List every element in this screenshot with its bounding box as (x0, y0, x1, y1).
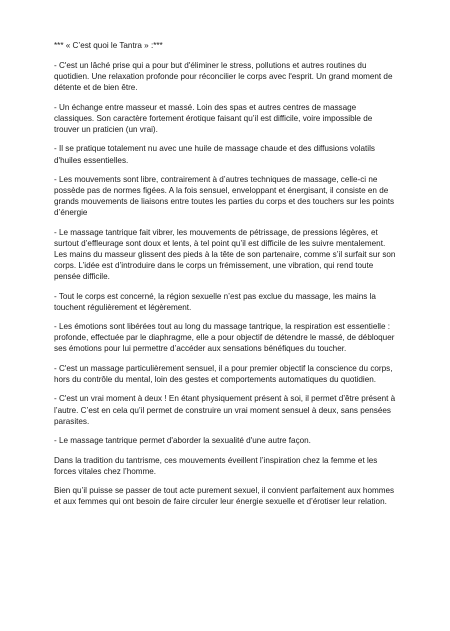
paragraph-tradition: Dans la tradition du tantrisme, ces mouvements éveillent l’inspiration chez la femme et les forces vitales chez l’homme. (54, 455, 378, 476)
paragraph-emotions: - Les émotions sont libérées tout au long du massage tantrique, la respiration est essentielle : profonde, effectuée par le diaphragme, elle a pour objectif de détendre le massé, de débloquer ses émotions pour lui permettre d’accéder aux sensations bénéfiques du toucher. (54, 322, 395, 354)
paragraph-corps-concerne: - Tout le corps est concerné, la région sexuelle n’est pas exclue du massage, les mains la touchent régulièrement et légèrement. (54, 291, 376, 312)
paragraph-moment-a-deux: - C'est un vrai moment à deux ! En étant physiquement présent à soi, il permet d’être présent à l’autre. C’est en cela qu’il permet de construire un vrai moment sensuel à deux, sans pensées parasites. (54, 394, 396, 426)
paragraph-mouvements-libres: - Les mouvements sont libre, contrairement à d’autres techniques de massage, celle-ci ne possède pas de normes figées. A la fois sensuel, enveloppant et énergisant, il consiste en de grands mouvements de liaisons entre toutes les parties du corps et des touchers sur les points d’énergie (54, 175, 395, 218)
document-page (54, 40, 398, 516)
paragraph-vibrer: - Le massage tantrique fait vibrer, les mouvements de pétrissage, de pressions légères, et surtout d’effleurage sont doux et lents, à tel point qu’il est difficile de les suivre mentalement. Les mains du masseur glissent des pieds à la tête de son partenaire, comme s’il surfait sur son corps. L’idée est d’introduire dans le corps un frémissement, une vibration, qui rend toute pensée difficile. (54, 227, 396, 282)
document-title: *** « C’est quoi le Tantra » :*** (54, 41, 163, 50)
paragraph-sensuel: - C'est un massage particulièrement sensuel, il a pour premier objectif la conscience du corps, hors du contrôle du mental, loin des gestes et comportements automatiques du quotidien. (54, 363, 393, 384)
paragraph-sexualite: - Le massage tantrique permet d'aborder la sexualité d'une autre façon. (54, 436, 311, 446)
paragraph-nu-huile: - Il se pratique totalement nu avec une huile de massage chaude et des diffusions volatils d'huiles essentielles. (54, 144, 375, 165)
paragraph-conclusion: Bien qu’il puisse se passer de tout acte purement sexuel, il convient parfaitement aux hommes et aux femmes qui ont besoin de faire circuler leur énergie sexuelle et d’érotiser leur relation. (54, 486, 395, 507)
paragraph-echange: - Un échange entre masseur et massé. Loin des spas et autres centres de massage classiques. Son caractère fortement érotique faisant qu’il est difficile, voire impossible de trouver un praticien (un vrai). (54, 102, 373, 134)
paragraph-lacher-prise: - C'est un lâché prise qui a pour but d'éliminer le stress, pollutions et autres routines du quotidien. Une relaxation profonde pour réconcilier le corps avec l'esprit. Un grand moment de détente et de bien être. (54, 61, 393, 93)
